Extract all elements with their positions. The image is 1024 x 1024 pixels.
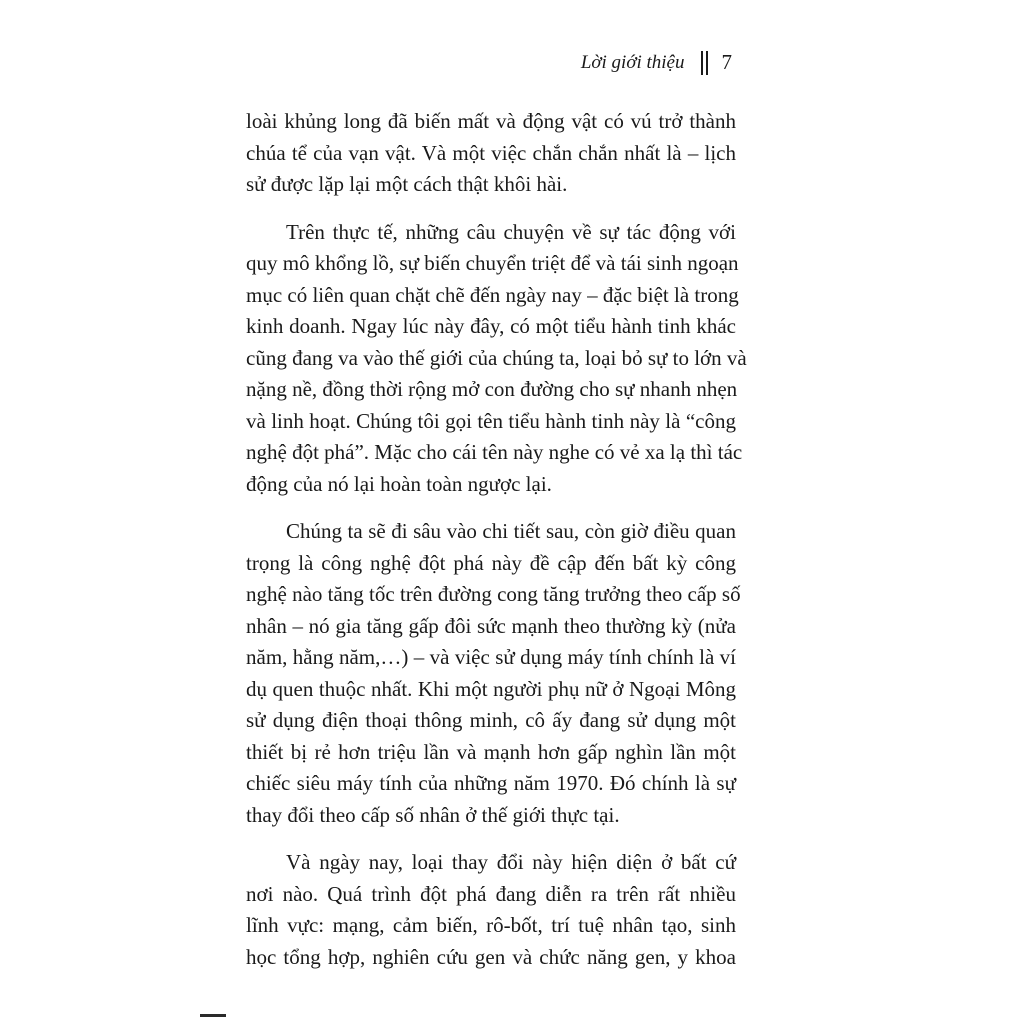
text-line: lĩnh vực: mạng, cảm biến, rô-bốt, trí tuệ nhân tạo, sinh — [246, 913, 736, 937]
paragraph — [246, 106, 736, 201]
text-line: mục có liên quan chặt chẽ đến ngày nay – đặc biệt là trong — [246, 282, 739, 307]
text-line: kinh doanh. Ngay lúc này đây, có một tiểu hành tinh khác — [246, 314, 736, 338]
text-line: Trên thực tế, những câu chuyện về sự tác động với — [286, 219, 736, 244]
text-line: năm, hằng năm,…) – và việc sử dụng máy tính chính là ví — [246, 645, 736, 669]
text-line: học tổng hợp, nghiên cứu gen và chức năng gen, y khoa — [246, 944, 736, 969]
text-line: động của nó lại hoàn toàn ngược lại. — [246, 471, 552, 496]
text-line: trọng là công nghệ đột phá này đề cập đến bất kỳ công — [246, 550, 736, 575]
running-header — [581, 50, 732, 75]
text-line: và linh hoạt. Chúng tôi gọi tên tiểu hành tinh này là “công — [246, 408, 736, 433]
text-line: chúa tể của vạn vật. Và một việc chắn chắn nhất là – lịch — [246, 140, 736, 165]
text-line: sử dụng điện thoại thông minh, cô ấy đang sử dụng một — [246, 708, 736, 732]
text-line: sử được lặp lại một cách thật khôi hài. — [246, 172, 568, 196]
text-line: loài khủng long đã biến mất và động vật có vú trở thành — [246, 109, 736, 133]
paragraph — [246, 847, 736, 973]
text-line: thay đổi theo cấp số nhân ở thế giới thực tại. — [246, 802, 620, 827]
text-line: nghệ nào tăng tốc trên đường cong tăng trưởng theo cấp số — [246, 582, 741, 606]
text-line: nghệ đột phá”. Mặc cho cái tên này nghe có vẻ xa lạ thì tác — [246, 440, 743, 464]
text-line: nặng nề, đồng thời rộng mở con đường cho sự nhanh nhẹn — [246, 377, 738, 401]
text-line: nơi nào. Quá trình đột phá đang diễn ra trên rất nhiều — [246, 881, 736, 906]
text-line: nhân – nó gia tăng gấp đôi sức mạnh theo thường kỳ (nửa — [246, 613, 736, 638]
header-divider — [701, 51, 708, 75]
text-line: chiếc siêu máy tính của những năm 1970. Đó chính là sự — [246, 771, 736, 795]
text-line: quy mô khổng lồ, sự biến chuyển triệt để và tái sinh ngoạn — [246, 251, 739, 275]
page-number: 7 — [721, 50, 732, 74]
text-line: Và ngày nay, loại thay đổi này hiện diện ở bất cứ — [286, 850, 736, 874]
paragraph — [246, 217, 747, 501]
text-line: dụ quen thuộc nhất. Khi một người phụ nữ ở Ngoại Mông — [246, 676, 736, 701]
page-edge-mark — [200, 1014, 226, 1017]
text-line: Chúng ta sẽ đi sâu vào chi tiết sau, còn giờ điều quan — [286, 519, 736, 543]
paragraph — [246, 516, 741, 831]
body-text — [246, 106, 747, 973]
text-line: thiết bị rẻ hơn triệu lần và mạnh hơn gấp nghìn lần một — [246, 739, 736, 764]
text-line: cũng đang va vào thế giới của chúng ta, loại bỏ sự to lớn và — [246, 345, 747, 370]
chapter-title: Lời giới thiệu — [580, 51, 685, 73]
